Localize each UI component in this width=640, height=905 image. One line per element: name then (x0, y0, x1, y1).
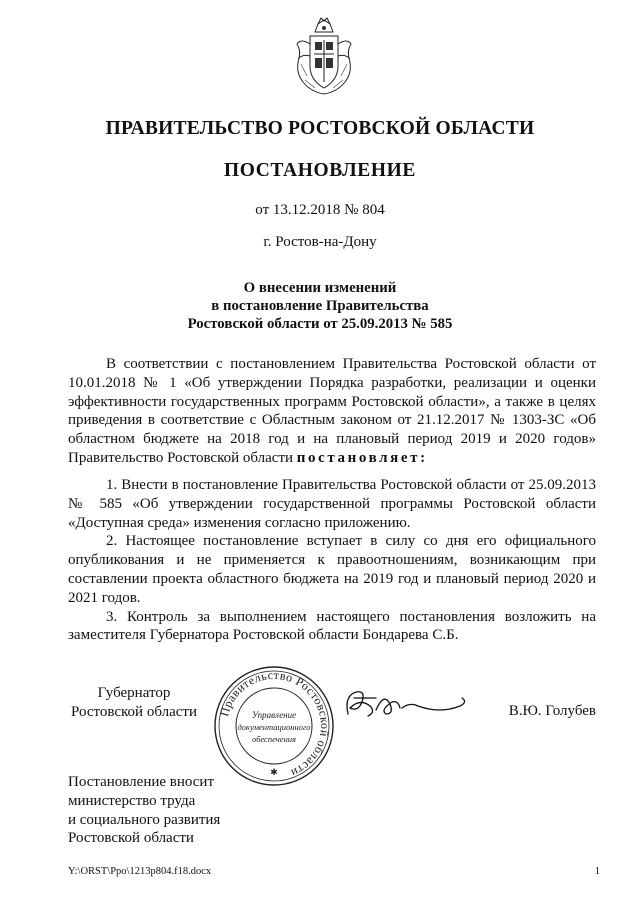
document-subject (0, 279, 640, 333)
organization-title: ПРАВИТЕЛЬСТВО РОСТОВСКОЙ ОБЛАСТИ (105, 118, 535, 139)
document-type: ПОСТАНОВЛЕНИЕ (223, 160, 417, 181)
introduced-by (68, 773, 220, 848)
introduced-by-line: Ростовской области (68, 830, 194, 847)
page-number: 1 (594, 866, 600, 877)
subject-line: Ростовской области от 25.09.2013 № 585 (187, 316, 453, 332)
position-line: Ростовской области (71, 703, 197, 720)
resolution-item: 2. Настоящее постановление вступает в силу со дня его официального опубликования и не применяется к правоотношениям, возникающим при составлении проекта областного бюджета на 2019 год и плановый период 2020 и 2021 годов. (68, 533, 596, 606)
resolution-item: 1. Внести в постановление Правительства Ростовской области от 25.09.2013 № 585 «Об утверждении государственной программы Ростовской области «Доступная среда» изменения согласно приложению. (68, 477, 596, 531)
seal-inner-line: обеспечения (251, 734, 297, 744)
preamble (68, 355, 596, 468)
introduced-by-line: Постановление вносит (68, 774, 215, 790)
introduced-by-line: и социального развития (68, 811, 221, 828)
svg-text:✱: ✱ (270, 767, 278, 777)
preamble-paragraph (68, 355, 596, 468)
date-number: от 13.12.2018 № 804 (255, 202, 385, 218)
seal-ring-text: Правительство Ростовской области (217, 667, 333, 781)
resolves-word: постановляет: (296, 449, 428, 466)
subject-line: О внесении изменений (243, 280, 397, 296)
seal-inner-line: документационного (237, 722, 311, 732)
preamble-text: В соответствии с постановлением Правительства Ростовской области от 10.01.2018 № 1 «Об утверждении Порядка разработки, реализации и оценки эффективности государственных программ Ростовской области», а также в целях приведения в соответствие с Областным законом от 21.12.2017 № 1303-ЗС «Об областном бюджете на 2018 год и на плановый период 2019 и 2020 годов» Правительство Ростовской области (68, 356, 596, 466)
subject-line: в постановление Правительства (211, 298, 429, 314)
resolution-items (68, 476, 596, 645)
place-of-issue: г. Ростов-на-Дону (263, 234, 377, 250)
official-stamp-icon (212, 664, 336, 788)
introduced-by-line: министерство труда (68, 792, 196, 809)
coat-of-arms-icon (293, 14, 355, 98)
position-line: Губернатор (97, 685, 171, 701)
resolution-item: 3. Контроль за выполнением настоящего постановления возложить на заместителя Губернатора Ростовской области Бондарева С.Б. (68, 608, 596, 644)
seal-inner-line: Управление (251, 710, 297, 720)
signatory-position (68, 684, 200, 722)
handwritten-signature-icon (340, 684, 470, 726)
footer-file-path: Y:\ORST\Ppo\1213p804.f18.docx (68, 866, 212, 877)
signatory-name: В.Ю. Голубев (508, 703, 596, 719)
